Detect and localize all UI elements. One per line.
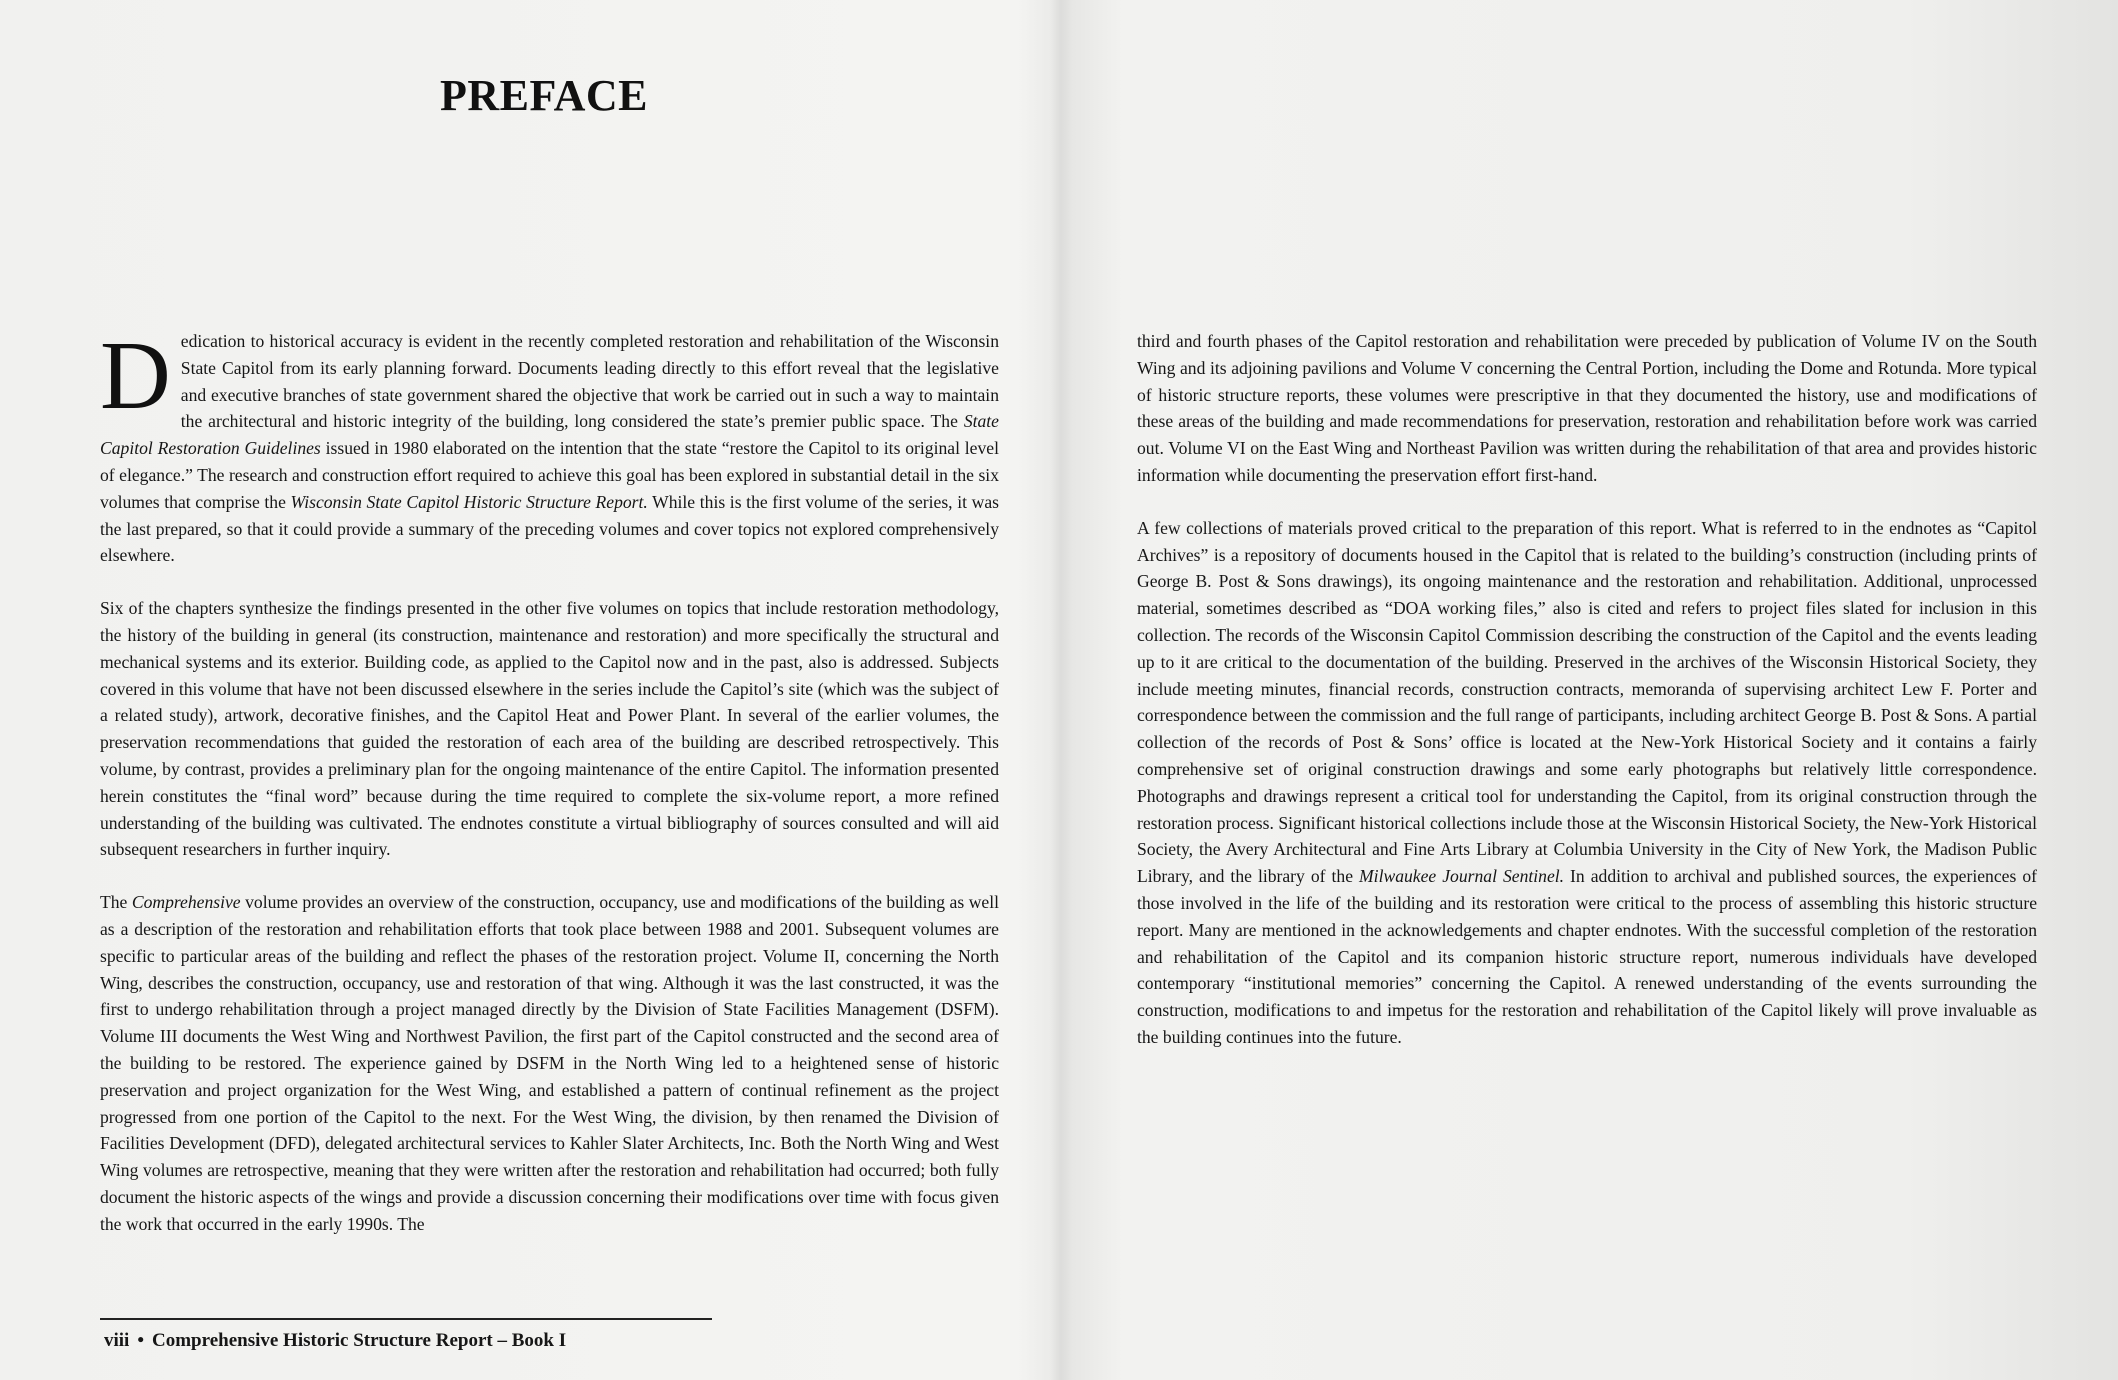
collections-text-1: A few collections of materials proved critical to the preparation of this report. What is referred to in the endnotes as “Capitol Archives” is a repository of documents housed in the Capitol that is related to the building’s construction (including prints of George B. Post & Sons drawings), its ongoing maintenance and the restoration and rehabilitation. Additional, unprocessed material, sometimes described as “DOA working files,” also is cited and refers to project files slated for inclusion in this collection. The records of the Wisconsin Capitol Commission describing the construction of the Capitol and the events leading up to it are critical to the documentation of the building. Preserved in the archives of the Wisconsin Historical Society, they include meeting minutes, financial records, construction contracts, memoranda of supervising architect Lew F. Porter and correspondence between the commission and the full range of participants, including architect George B. Post & Sons. A partial collection of the records of Post & Sons’ office is located at the New-York Historical Society and it contains a fairly comprehensive set of original construction drawings and some early photographs but relatively little correspondence. Photographs and drawings represent a critical tool for understanding the Capitol, from its original construction through the restoration process. Significant historical collections include those at the Wisconsin Historical Society, the New-York Historical Society, the Avery Architectural and Fine Arts Library at Columbia University in the City of New York, the Madison Public Library, and the library of the bbox=[1137, 517, 2037, 887]
right-text-column bbox=[1137, 328, 2037, 1051]
intro-text-3: While this is the first volume of the series, it was the last prepared, so that it could provide a summary of the preceding volumes and cover topics not explored comprehensively elsewhere. bbox=[100, 491, 999, 566]
newspaper-title: Milwaukee Journal Sentinel. bbox=[1359, 866, 1565, 887]
page-number: viii bbox=[104, 1330, 130, 1351]
collections-text-2: In addition to archival and published sources, the experiences of those involved in the life of the building and its restoration were critical to the process of assembling this historic structure report. Many are mentioned in the acknowledgements and chapter endnotes. With the successful completion of the restoration and rehabilitation of the Capitol and its companion historic structure report, numerous individuals have developed contemporary “institutional memories” concerning the Capitol. A renewed understanding of the events surrounding the construction, modifications to and impetus for the restoration and rehabilitation of the Capitol likely will prove invaluable as the building continues into the future. bbox=[1137, 866, 2037, 1047]
footer-rule bbox=[100, 1318, 712, 1320]
comprehensive-title: Comprehensive bbox=[131, 892, 241, 913]
volumes-paragraph bbox=[100, 889, 999, 1237]
chapters-paragraph: Six of the chapters synthesize the findings presented in the other five volumes on topics that include restoration methodology, the history of the building in general (its construction, maintenance and restoration) and more specifically the structural and mechanical systems and its exterior. Building code, as applied to the Capitol now and in the past, also is addressed. Subjects covered in this volume that have not been discussed elsewhere in the series include the Capitol’s site (which was the subject of a related study), artwork, decorative finishes, and the Capitol Heat and Power Plant. In several of the earlier volumes, the preservation recommendations that guided the restoration of each area of the building are described retrospectively. This volume, by contrast, provides a preliminary plan for the ongoing maintenance of the entire Capitol. The information presented herein constitutes the “final word” because during the time required to complete the six-volume report, a more refined understanding of the building was cultivated. The endnotes constitute a virtual bibliography of sources consulted and will aid subsequent researchers in further inquiry. bbox=[100, 598, 999, 860]
footer-book-title: Comprehensive Historic Structure Report – Book I bbox=[152, 1330, 567, 1351]
intro-text-1: edication to historical accuracy is evident in the recently completed restoration and rehabilitation of the Wisconsin State Capitol from its early planning forward. Documents leading directly to this effort reveal that the legislative and executive branches of state government shared the objective that work be carried out in such a way to maintain the architectural and historic integrity of the building, long considered the state’s premier public space. The bbox=[180, 331, 999, 432]
page-footer bbox=[104, 1330, 566, 1352]
page-title: PREFACE bbox=[440, 71, 649, 120]
left-page bbox=[0, 0, 1058, 1380]
left-text-column bbox=[100, 322, 999, 1238]
intro-text-2: issued in 1980 elaborated on the intention that the state “restore the Capitol to its original level of elegance.” The research and construction effort required to achieve this goal has been explored in substantial detail in the six volumes that comprise the bbox=[100, 438, 999, 512]
volumes-text-rest: volume provides an overview of the construction, occupancy, use and modifications of the building as well as a description of the restoration and rehabilitation efforts that took place between 1988 and 2001. Subsequent volumes are specific to particular areas of the building and reflect the phases of the restoration project. Volume II, concerning the North Wing, describes the construction, occupancy, use and restoration of that wing. Although it was the last constructed, it was the first to undergo rehabilitation through a project managed directly by the Division of State Facilities Management (DSFM). Volume III documents the West Wing and Northwest Pavilion, the first part of the Capitol constructed and the second area of the building to be restored. The experience gained by DSFM in the North Wing led to a heightened sense of historic preservation and project organization for the West Wing, and established a pattern of continual refinement as the project progressed from one portion of the Capitol to the next. For the West Wing, the division, by then renamed the Division of Facilities Development (DFD), delegated architectural services to Kahler Slater Architects, Inc. Both the North Wing and West Wing volumes are retrospective, meaning that they were written after the restoration and rehabilitation had occurred; both fully document the historic aspects of the wings and provide a discussion concerning their modifications over time with focus given the work that occurred in the early 1990s. The bbox=[100, 892, 999, 1234]
drop-cap: D bbox=[100, 322, 171, 430]
guidelines-title: State Capitol Restoration Guidelines bbox=[100, 411, 999, 459]
report-title: Wisconsin State Capitol Historic Structure Report. bbox=[290, 491, 648, 512]
volumes-text-lead: The bbox=[100, 892, 132, 913]
footer-bullet: • bbox=[137, 1330, 144, 1351]
phases-paragraph: third and fourth phases of the Capitol restoration and rehabilitation were preceded by publication of Volume IV on the South Wing and its adjoining pavilions and Volume V concerning the Central Portion, including the Dome and Rotunda. More typical of historic structure reports, these volumes were prescriptive in that they documented the history, use and modifications of these areas of the building and made recommendations for preservation, restoration and rehabilitation before work was carried out. Volume VI on the East Wing and Northeast Pavilion was written during the rehabilitation of that area and provides historic information while documenting the preservation effort first-hand. bbox=[1137, 331, 2037, 485]
intro-paragraph bbox=[100, 322, 999, 569]
collections-paragraph bbox=[1137, 515, 2037, 1051]
